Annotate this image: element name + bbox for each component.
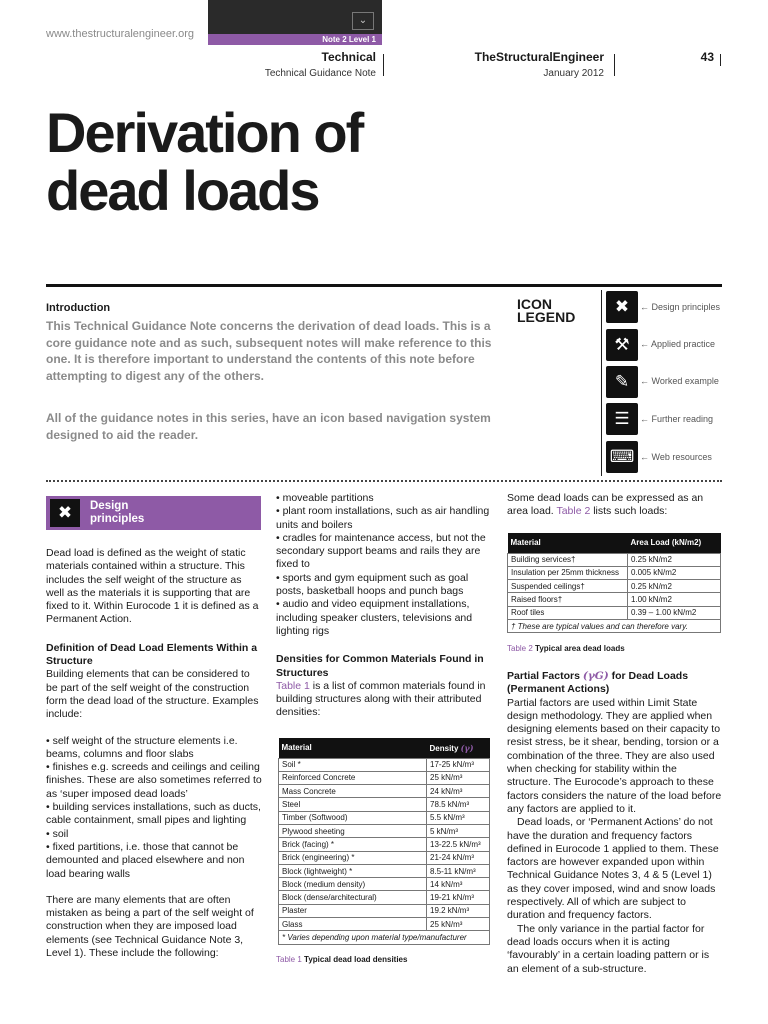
table-row (279, 864, 490, 877)
density-table-body (279, 758, 490, 931)
intro-paragraph: This Technical Guidance Note concerns the derivation of dead loads. This is a core guidance note and as such, subsequent notes will make reference to this one. It is therefore important to understand the contents of this note before attempting to digest any of the others. (46, 319, 492, 383)
column-header-density (427, 738, 490, 758)
subheading (507, 670, 723, 697)
intro-paragraph-2: All of the guidance notes in this series, have an icon based navigation system designed to aid the reader. (46, 411, 491, 442)
table-row (279, 918, 490, 931)
caption-label: Table 2 (507, 644, 533, 653)
worked-example-icon: ✎ (606, 366, 638, 398)
page-title (46, 101, 363, 222)
value-cell: 0.39 – 1.00 kN/m2 (628, 606, 721, 619)
page-number: 43 (700, 50, 714, 64)
value-cell: 5.5 kN/m³ (427, 811, 490, 824)
column-header-material: Material (279, 738, 427, 758)
material-cell: Insulation per 25mm thickness (508, 566, 628, 579)
note-level-tag: Note 2 Level 1 (208, 34, 382, 45)
column-3 (507, 670, 723, 976)
value-cell: 19.2 kN/m³ (427, 904, 490, 917)
legend-title (517, 298, 575, 324)
subheading: Densities for Common Materials Found in Structures (276, 653, 484, 679)
further-reading-icon: ☰ (606, 403, 638, 435)
density-table (278, 738, 490, 945)
title-rule (46, 284, 722, 287)
subheading-text: for Dead Loads (Permanent Actions) (507, 670, 689, 696)
material-cell: Brick (facing) * (279, 838, 427, 851)
paragraph-text: Some dead loads can be expressed as an area load. (507, 492, 704, 518)
value-cell: 0.005 kN/m2 (628, 566, 721, 579)
table-row (279, 798, 490, 811)
title-line-2: dead loads (46, 159, 319, 222)
area-load-table (507, 533, 721, 633)
legend-title-line-1: ICON (517, 296, 552, 312)
table-row (279, 891, 490, 904)
material-cell: Raised floors† (508, 593, 628, 606)
list-item: • cradles for maintenance access, but not the secondary support beams and rails they are fixed to (276, 531, 486, 571)
list-item: • moveable partitions (276, 492, 374, 504)
table-row (279, 785, 490, 798)
section-subtitle: Technical Guidance Note (264, 68, 376, 79)
value-cell: 0.25 kN/m2 (628, 580, 721, 593)
value-cell: 0.25 kN/m2 (628, 553, 721, 566)
table-row (279, 824, 490, 837)
table-row (508, 553, 721, 566)
legend-label: Worked example (651, 376, 719, 386)
table-1-link[interactable]: Table 1 (276, 679, 310, 692)
caption-text: Typical dead load densities (301, 955, 408, 964)
list-item: • plant room installations, such as air handling units and boilers (276, 505, 490, 531)
value-cell: 24 kN/m³ (427, 785, 490, 798)
material-cell: Block (dense/architectural) (279, 891, 427, 904)
column-1 (46, 547, 262, 960)
paragraph: The only variance in the partial factor for dead loads occurs when it is acting ‘favourably’ in a certain loading pattern or is an element of a sub-structure. (507, 922, 710, 975)
value-cell: 25 kN/m³ (427, 918, 490, 931)
material-cell: Reinforced Concrete (279, 771, 427, 784)
value-cell: 14 kN/m³ (427, 878, 490, 891)
table-row (279, 878, 490, 891)
band-line-2: principles (90, 513, 145, 525)
table-row (508, 566, 721, 579)
applied-practice-icon: ⚒ (606, 329, 638, 361)
material-cell: Soil * (279, 758, 427, 771)
caption-label: Table 1 (276, 955, 302, 964)
list-item: • self weight of the structure elements i.e. beams, columns and floor slabs (46, 734, 238, 760)
table-row (279, 904, 490, 917)
table-note-row (508, 619, 721, 632)
material-cell: Mass Concrete (279, 785, 427, 798)
legend-item-further-reading: ← Further reading (640, 414, 714, 424)
list-item: • audio and video equipment installations, including speaker clusters, televisions and lighting rigs (276, 598, 473, 637)
design-principles-icon: ✖ (50, 499, 80, 527)
paragraph: Partial factors are used within Limit State design methodology. They are applied when designing elements based on their capacity to resist stress, be it shear, bending, torsion or a combination of the three. They are also used when checking for stability within the structure. The Eurocode’s approach to these factors considers the nature of the load before any factors are applied to it. (507, 696, 722, 815)
legend-label: Web resources (651, 452, 712, 462)
value-cell: 8.5-11 kN/m³ (427, 864, 490, 877)
table-row (279, 771, 490, 784)
material-cell: Suspended ceilings† (508, 580, 628, 593)
design-principles-icon: ✖ (606, 291, 638, 323)
legend-label: Design principles (651, 302, 721, 312)
web-resources-icon: ⌨ (606, 441, 638, 473)
column-header-area-load: Area Load (kN/m2) (628, 533, 721, 553)
paragraph (507, 492, 723, 519)
table-note: * Varies depending upon material type/manufacturer (279, 931, 490, 944)
section-divider (46, 480, 722, 482)
legend-label: Further reading (651, 414, 714, 424)
area-load-table-body (508, 553, 721, 619)
table-row (508, 593, 721, 606)
table-row (279, 811, 490, 824)
value-cell: 21-24 kN/m³ (427, 851, 490, 864)
material-cell: Plaster (279, 904, 427, 917)
material-cell: Steel (279, 798, 427, 811)
density-label: Density (429, 743, 459, 753)
paragraph (276, 680, 492, 720)
value-cell: 17-25 kN/m³ (427, 758, 490, 771)
value-cell: 1.00 kN/m2 (628, 593, 721, 606)
magazine-title: TheStructuralEngineer (474, 50, 604, 64)
material-cell: Glass (279, 918, 427, 931)
value-cell: 5 kN/m³ (427, 824, 490, 837)
table-row (508, 606, 721, 619)
legend-item-worked-example: ← Worked example (640, 376, 719, 386)
value-cell: 78.5 kN/m³ (427, 798, 490, 811)
material-cell: Timber (Softwood) (279, 811, 427, 824)
subheading-text: Partial Factors (507, 670, 583, 682)
column-header-material: Material (508, 533, 628, 553)
list-item: • sports and gym equipment such as goal posts, basketball hoops and punch bags (276, 571, 469, 598)
gamma-symbol: (γ) (460, 742, 474, 753)
paragraph: Dead load is defined as the weight of static materials contained within a structure. This includes the self weight of the structure as well as the materials it is supporting that are fixed to it. Within Eurocode 1 it is defined as a Permanent Action. (46, 547, 259, 626)
divider (383, 54, 384, 76)
title-line-1: Derivation of (46, 101, 363, 164)
list-item: • fixed partitions, i.e. those that cannot be demounted and placed elsewhere and non load bearing walls (46, 840, 245, 880)
chevron-down-icon: ⌄ (352, 12, 374, 30)
band-line-1: Design (90, 500, 129, 512)
list-item: • soil (46, 827, 69, 840)
list-item: • building services installations, such as ducts, cable containment, small pipes and lighting (46, 801, 261, 827)
material-cell: Building services† (508, 553, 628, 566)
paragraph-text: lists such loads: (590, 505, 668, 518)
legend-item-web-resources: ← Web resources (640, 452, 712, 462)
divider (614, 54, 615, 76)
material-cell: Roof tiles (508, 606, 628, 619)
legend-title-line-2: LEGEND (517, 309, 576, 325)
paragraph: There are many elements that are often mistaken as being a part of the self weight of construction when they are imposed load elements (see Technical Guidance Note 3, Level 1). These include the following: (46, 893, 254, 960)
issue-date: January 2012 (543, 68, 604, 79)
table-note: † These are typical values and can therefore vary. (508, 619, 721, 632)
material-cell: Brick (engineering) * (279, 851, 427, 864)
material-cell: Block (medium density) (279, 878, 427, 891)
caption-text: Typical area dead loads (532, 644, 625, 653)
value-cell: 25 kN/m³ (427, 771, 490, 784)
table-1-caption (276, 955, 407, 964)
table-2-link[interactable]: Table 2 (556, 505, 591, 518)
table-row (508, 580, 721, 593)
list-item: • finishes e.g. screeds and ceilings and ceiling finishes. These are also sometimes referred to as ‘super imposed dead loads’ (46, 761, 262, 800)
legend-item-design-principles: ← Design principles (640, 302, 721, 312)
table-row (279, 851, 490, 864)
website-url[interactable]: www.thestructuralengineer.org (46, 28, 194, 40)
table-row (279, 758, 490, 771)
table-header-row (508, 533, 721, 553)
paragraph-text: is a list of common materials found in building structures along with their attributed densities: (276, 679, 486, 719)
column-2 (276, 492, 492, 720)
column-3-intro (507, 492, 723, 519)
design-principles-label (90, 500, 144, 526)
value-cell: 13-22.5 kN/m³ (427, 838, 490, 851)
divider (720, 54, 721, 66)
table-header-row (279, 738, 490, 758)
material-cell: Plywood sheeting (279, 824, 427, 837)
intro-heading: Introduction (46, 302, 111, 314)
table-2-caption (507, 644, 625, 653)
legend-label: Applied practice (651, 339, 716, 349)
paragraph: Dead loads, or ‘Permanent Actions’ do not have the duration and frequency factors defined in Eurocode 1 applied to them. These factors are however expanded upon within Technical Guidance Notes 3, 4 & 5 (Level 1) as they cover imposed, wind and snow loads respectively. All of which are subject to duration and frequency factors. (507, 816, 719, 922)
paragraph: Building elements that can be considered to be part of the self weight of the construction form the dead load of the structure. Examples include: (46, 668, 259, 721)
section-title: Technical (321, 50, 376, 64)
gamma-symbol: (γG) (582, 670, 609, 682)
value-cell: 19-21 kN/m³ (427, 891, 490, 904)
table-row (279, 838, 490, 851)
material-cell: Block (lightweight) * (279, 864, 427, 877)
table-note-row (279, 931, 490, 944)
subheading: Definition of Dead Load Elements Within a Structure (46, 641, 258, 668)
legend-item-applied-practice: ← Applied practice (640, 339, 716, 349)
